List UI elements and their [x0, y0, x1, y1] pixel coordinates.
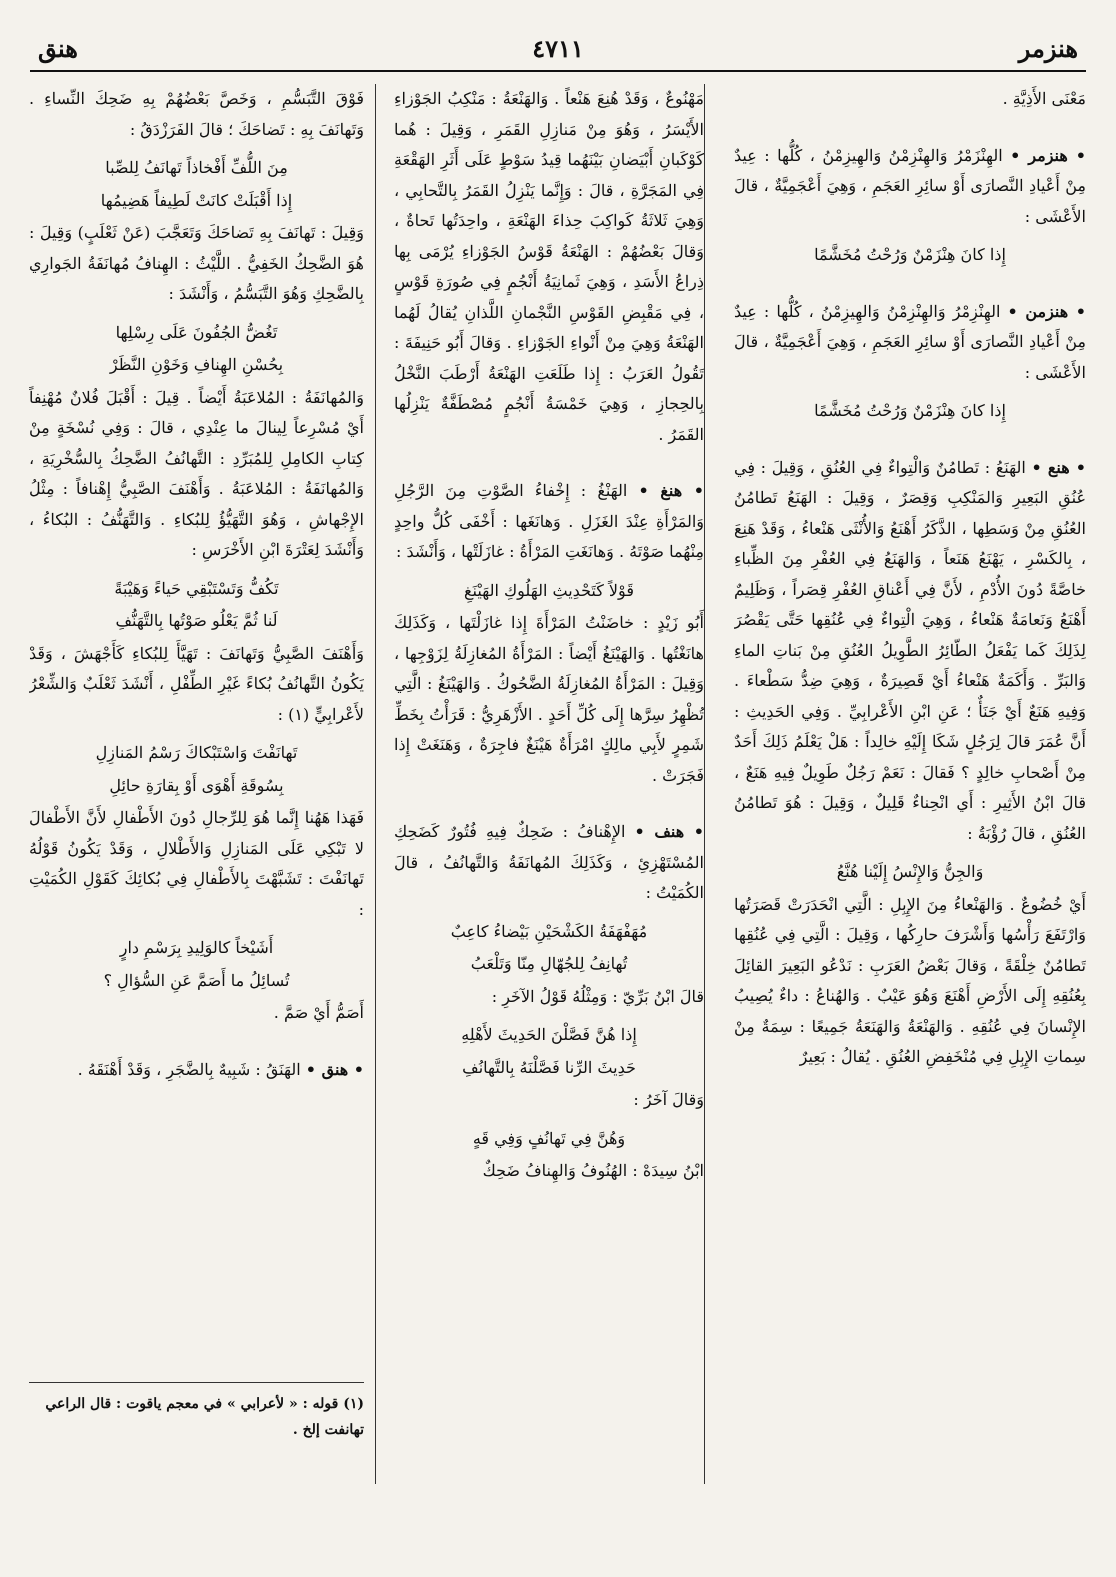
- entry-text: الهَنَقُ : شَبِيهٌ بِالضَّجَرِ ، وَقَدْ أَهْنَقَهُ .: [77, 1059, 301, 1079]
- entry-hunzumr: [734, 141, 1086, 233]
- entry-text: الهِنْزِمْرُ وَالهِنْزِمْنُ وَالهِيزِمْنُ ، كُلُّها : عِيدٌ مِنْ أَعْيادِ النَّصارَى أَوْ سائِرِ العَجَمِ ، وَهِيَ أَعْجَمِيَّةٌ ، قالَ الأَعْشَى :: [734, 301, 1086, 382]
- paragraph: أَبُو زَيْدٍ : خاضَنْتُ المَرْأَةَ إِذا غازَلْتَها ، وَكَذَلِكَ هانَغْتُها . وَالهَيْنَغُ أَيْضاً : المَرْأَةُ المُغازِلَةُ لِزَوْجِها ، وَقِيلَ : المَرْأَةُ المُغازِلَةُ الضَّحُوكُ . وَالهَيْنَغُ : الَّتِي تُظْهِرُ سِرَّها إِلَى كُلِّ أَحَدٍ . الأَزْهَرِيُّ : قَرَأْتُ بِخَطِّ شَمِرٍ لأَبِي مالِكٍ امْرَأَةٌ هَيْنَغٌ فاجِرَةٌ ، وَهَنَغَتْ إِذا فَجَرَتْ .: [394, 613, 704, 785]
- verse-line: قَوْلاً كَتَحْدِيثِ الهَلُوكِ الهَيْنَغِ: [464, 580, 634, 600]
- entry-text: الإِهْنافُ : ضَحِكٌ فِيهِ فُتُورٌ كَضَحِكِ المُسْتَهْزِئِ ، وَكَذَلِكَ المُهانَفَةُ وَالتَّهانُفُ ، قالَ الكُمَيْتُ :: [394, 822, 704, 902]
- paragraph: قالَ ابْنُ بَرِّيّ : وَمِثْلُهُ قَوْلُ الآخَرِ :: [491, 986, 704, 1006]
- paragraph: وَالمُهانَفَةُ : المُلاعَبَةُ أَيْضاً . قِيلَ : أَقْبَلَ فُلانٌ مُهْنِفاً أَيْ مُسْرِعاً لِينالَ ما عِنْدِي ، قالَ : وَفِي نُسْخَةٍ مِنْ كِتابِ الكامِلِ لِلمُبَرِّدِ : التَّهانُفُ الضَّحِكُ بِالسُّخْرِيَةِ ، وَالمُهانَفَةُ : المُلاعَبَةُ . وَأَهْنَفَ الصَّبِيُّ إِهْنافاً : مِثْلُ الإِجْهاشِ ، وَهُوَ التَّهَيُّؤُ لِلبُكاءِ . وَالتَّهَنُّفُ : البُكاءُ ، وَأَنْشَدَ لِعَتْرَةَ ابْنِ الأَخْرَسِ :: [29, 387, 364, 559]
- paragraph: وَأَهْنَفَ الصَّبِيُّ وَتَهانَفَ : تَهَيَّأَ لِلبُكاءِ كَأَجْهَشَ ، وَقَدْ يَكُونُ التَّهانُفُ بُكاءً غَيْرِ الطِّفْلِ ، أَنْشَدَ ثَعْلَبٌ وَالشِّعْرُ لأَعْرابِيٍّ (١) :: [29, 643, 364, 724]
- entry-headword: • هنغ •: [638, 481, 704, 500]
- entry-text: الهِنْزَمْرُ وَالهِنْزِمْنُ وَالهِيزِمْنُ ، كُلُّها : عِيدٌ مِنْ أَعْيادِ النَّصارَى أَوْ سائِرِ العَجَمِ ، وَهِيَ أَعْجَمِيَّةٌ ، قالَ الأَعْشَى :: [734, 145, 1086, 226]
- entry-hanaf: [394, 817, 704, 909]
- verse-line: إِذا كانَ هِنْزَمْنٌ وَرُحْتُ مُخَشَّمًا: [814, 401, 1006, 420]
- paragraph: فَهَذا هَهُنا إِنَّما هُوَ لِلرِّجالِ دُونَ الأَطْفالِ لأَنَّ الأَطْفالَ لا تَبْكِي عَلَى المَنازِلِ وَالأَطْلالِ ، وَقَدْ يَكُونُ قَوْلُهُ تَهانَفْتَ : تَشَبَّهْتَ بِالأَطْفالِ فِي بُكائِكَ كَقَوْلِ الكُمَيْتِ :: [29, 808, 364, 919]
- verse-line: تَكُفُّ وَتَسْتَبْقِي حَياءً وَهَيْبَةً: [114, 578, 279, 598]
- page-header: [30, 30, 1086, 72]
- entry-headword: • هنف •: [634, 822, 704, 841]
- entry-headword: • هنق •: [305, 1059, 364, 1079]
- paragraph: وَقالَ آخَرُ :: [633, 1090, 704, 1109]
- verse-line: بِسُوقَةِ أَهْوَى أَوْ بِقارَةِ حائِلِ: [109, 775, 284, 795]
- entry-headword: • هنزمر •: [1010, 145, 1086, 165]
- column-middle: [394, 84, 704, 1490]
- page-number: ٤٧١١: [532, 34, 584, 63]
- verse-line: مُهَفْهَفَةُ الكَشْحَيْنِ بَيْضاءُ كاعِبٌ: [450, 921, 648, 941]
- verse-line: مِنَ اللُّفِّ أَفْخاذاً تَهانَفُ لِلصِّبا: [105, 158, 288, 177]
- verse-line: تَغُضُّ الجُفُونَ عَلَى رِسْلِها: [115, 322, 278, 342]
- verse-line: لَنا ثُمَّ يَعْلُو صَوْتُها بِالتَّهَنُّفِ: [115, 611, 278, 630]
- verse-line: أَشَيْخاً كالوَلِيدِ بِرَسْمِ دارٍ: [119, 938, 274, 957]
- verse-line: تُهانِفُ لِلجُهّالِ مِنّا وَتَلْعَبُ: [470, 954, 628, 973]
- entry-hanaq: [29, 1055, 364, 1086]
- paragraph: فَوْقَ التَّبَسُّمِ ، وَخَصَّ بَعْضُهُمْ بِهِ ضَحِكَ النِّساءِ . وَتَهانَفَ بِهِ : تَضاحَكَ ؛ قالَ الفَرَزْدَقُ :: [29, 89, 364, 139]
- column-right: [734, 84, 1086, 1490]
- entry-text: الهَنَعُ : تَطامُنٌ وَالْتِواءٌ فِي العُنُقِ ، وَقِيلَ : فِي عُنُقِ البَعِيرِ وَالمَنْكِبِ وَقِصَرٌ ، وَقِيلَ : الهَنَعُ تَطامُنُ العُنُقِ مِنْ وَسَطِها ، الذَّكَرُ أَهْنَعُ وَالأُنْثَى هَنْعاءُ ، وَقَدْ هَنِعَ ، بِالكَسْرِ ، يَهْنَعُ هَنَعاً ، وَالهَنَعُ فِي العُفْرِ مِنَ الظِّباءِ خاصَّةً دُونَ الأُدْمِ ، لأَنَّ فِي أَعْناقِ العُفْرِ قِصَراً ، وَظَلِيمٌ أَهْنَعُ وَنَعامَةٌ هَنْعاءُ ، وَهِيَ الْتِواءٌ فِي عُنُقِها حَتَّى يَقْصُرَ لِذَلِكَ كَما يَفْعَلُ الطّائِرُ الطَّوِيلُ العُنُقِ مِنْ بَناتِ الماءِ وَالبَرِّ . وَأَكَمَةٌ هَنْعاءُ أَيْ قَصِيرَةٌ ، وَهِيَ ضِدُّ سَطْعاءَ . وَفِيهِ هَنَعٌ أَيْ جَنَأٌ ؛ عَنِ ابْنِ الأَعْرابِيِّ . وَفِي الحَدِيثِ : أَنَّ عُمَرَ قالَ لِرَجُلٍ شَكَا إِلَيْهِ خالِداً : هَلْ يَعْلَمُ ذَلِكَ أَحَدٌ مِنْ أَصْحابِ خالِدٍ ؟ فَقالَ : نَعَمْ رَجُلٌ طَوِيلٌ فِيهِ هَنَعٌ ، قالَ ابْنُ الأَثِيرِ : أَي انْحِناءٌ قَلِيلٌ ، وَقِيلَ : هُوَ تَطامُنُ العُنُقِ ، قالَ رُؤْبَةُ :: [734, 457, 1086, 843]
- entry-hana: [734, 453, 1086, 850]
- column-divider-right: [704, 84, 705, 1484]
- verse-line: إِذا أَقْبَلَتْ كانَتْ لَطِيفاً هَضِيمُها: [100, 190, 293, 210]
- paragraph: أَصَمُّ أَيْ صَمَّ .: [273, 1003, 364, 1022]
- footnote: (١) قوله : « لأعرابي » في معجم ياقوت : قال الراعي تهانفت إلخ .: [29, 1382, 364, 1443]
- paragraph: أَيْ خُضُوعٌ . وَالهَنْعاءُ مِنَ الإِبِلِ : الَّتِي انْحَدَرَتْ قَصَرَتُها وَارْتَفَعَ رَأْسُها وَأَشْرَفَ حارِكُها ، وَقِيلَ : الَّتِي فِي عُنُقِها تَطامُنٌ خِلْقَةً ، وَقالَ بَعْضُ العَرَبِ : نَدْعُو البَعِيرَ القائِلَ بِعُنُقِهِ إِلَى الأَرْضِ أَهْنَعَ وَهُوَ عَيْبٌ . وَالهُناعُ : داءٌ يُصِيبُ الإِنْسانَ فِي عُنُقِهِ . وَالهَنْعَةُ وَالهَنَعَةُ جَمِيعًا : سِمَةٌ مِنْ سِماتِ الإِبِلِ فِي مُنْخَفِضِ العُنُقِ . يُقالُ : بَعِيرٌ: [734, 894, 1086, 1066]
- header-left-keyword: هنق: [38, 34, 78, 63]
- entry-headword: • هنع •: [1031, 457, 1086, 477]
- column-divider-left: [375, 84, 376, 1484]
- paragraph: مَهْنُوعٌ ، وَقَدْ هُنِعَ هَنْعاً . وَالهَنْعَةُ : مَنْكِبُ الجَوْزاءِ الأَيْسَرُ ، وَهُوَ مِنْ مَنازِلِ القَمَرِ ، وَقِيلَ : هُما كَوْكَبانِ أَبْيَضانِ بَيْنَهُما قِيدُ سَوْطٍ عَلَى أَثَرِ الهَقْعَةِ فِي المَجَرَّةِ ، قالَ : وَإِنَّما يَنْزِلُ القَمَرُ بِالتَّحابِي ، وَهِيَ ثَلاثَةُ كَواكِبَ حِذاءَ الهَنْعَةِ ، واحِدَتُها تَحاةٌ ، وَقالَ بَعْضُهُمْ : الهَنْعَةُ قَوْسُ الجَوْزاءِ يُرْمَى بِها ذِراعُ الأَسَدِ ، وَهِيَ ثَمانِيَةُ أَنْجُمٍ فِي صُورَةِ قَوْسٍ ، فِي مَقْبِضِ القَوْسِ النَّجْمانِ اللَّذانِ يُقالُ لَهُما الهَنْعَةُ وَهِيَ مِنْ أَنْواءِ الجَوْزاءِ . وَقالَ أَبُو حَنِيفَةَ : تَقُولُ العَرَبُ : إِذا طَلَعَتِ الهَنْعَةُ أَرْطَبَ النَّخْلُ بِالحِجازِ ، وَهِيَ خَمْسَةُ أَنْجُمٍ مُصْطَفَّةٌ يَنْزِلُها القَمَرُ .: [394, 89, 704, 444]
- paragraph: مَعْنَى الأَذِيَّةِ .: [1002, 89, 1086, 108]
- entry-text: الهَنْغُ : إِخْفاءُ الصَّوْتِ مِنَ الرَّجُلِ وَالمَرْأَةِ عِنْدَ الغَزَلِ . وَهانَغَها : أَخْفَى كُلُّ واحِدٍ مِنْهُما صَوْتَهُ . وَهانَغَتِ المَرْأَةُ : غازَلَتْها ، وَأَنْشَدَ :: [394, 481, 704, 561]
- entry-hanagh: [394, 476, 704, 568]
- entry-headword: • هنزمن •: [1007, 301, 1086, 321]
- verse-line: بِحُسْنِ الهِنافِ وَخَوْنِ النَّظَرْ: [109, 355, 284, 374]
- verse-line: إِذا كانَ هِنْزَمْنٌ وَرُحْتُ مُخَشَّمًا: [814, 245, 1006, 264]
- verse-line: إِذا هُنَّ فَصَّلْنَ الحَدِيثَ لأَهْلِهِ: [461, 1025, 637, 1044]
- verse-line: وَهُنَّ فِي تَهانُفٍ وَفِي قَهٍ: [472, 1128, 626, 1148]
- verse-line: تَهانَفْتَ وَاسْتَبْكاكَ رَسْمُ المَنازِلِ: [95, 743, 298, 762]
- column-left: [29, 84, 364, 1490]
- header-right-keyword: هنزمر: [1018, 34, 1078, 63]
- verse-line: تُسائِلُ ما أَصَمَّ عَنِ السُّؤالِ ؟: [103, 970, 290, 990]
- verse-line: وَالجِنُّ وَالإِنْسُ إِلَيْنا هُنَّعُ: [836, 862, 984, 881]
- verse-line: حَدِيثَ الرِّنا فَصَّلْنَهُ بِالتَّهانُفِ: [462, 1057, 636, 1077]
- entry-hunzumn: [734, 297, 1086, 389]
- paragraph: وَقِيلَ : تَهانَفَ بِهِ تَضاحَكَ وَتَعَجَّبَ (عَنْ ثَعْلَبٍ) وَقِيلَ : هُوَ الضَّحِكُ الخَفِيُّ . اللَّيْثُ : الهِنافُ مُهانَفَةُ الجَوارِي بِالضَّحِكِ وَهُوَ التَّبَسُّمُ ، وَأَنْشَدَ :: [29, 223, 364, 303]
- paragraph: ابْنُ سِيدَهْ : الهُنُوفُ وَالهِنافُ ضَحِكٌ: [482, 1161, 704, 1180]
